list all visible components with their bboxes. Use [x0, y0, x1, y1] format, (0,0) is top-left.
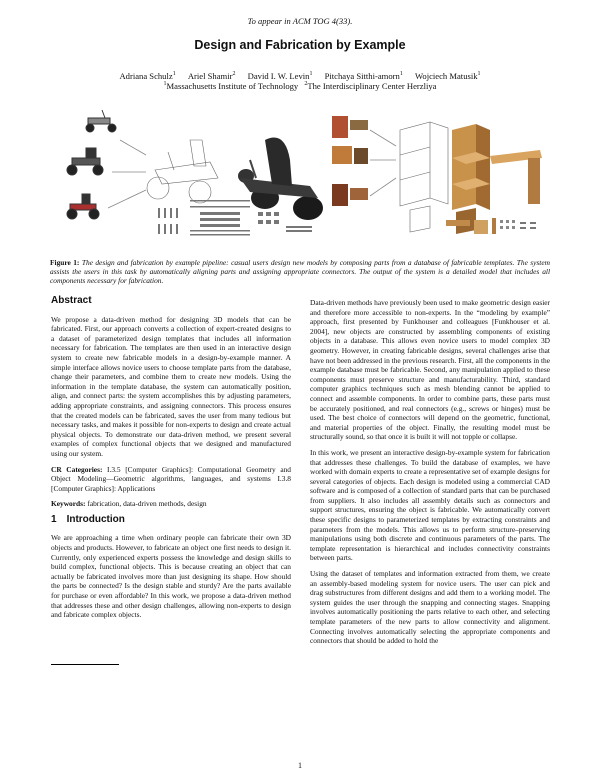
furniture-thumbnail [332, 116, 368, 206]
kart-thumbnail [67, 194, 99, 219]
author: Adriana Schulz$^1$ [119, 70, 176, 81]
parts-layout [158, 200, 312, 236]
author: Pitchaya Sitthi-amorn$^1$ [324, 70, 403, 81]
arrow-icon [108, 140, 146, 208]
left-column [51, 292, 291, 626]
body-paragraph: In this work, we present an interactive design-by-example system for fabrication that addresses these challenges. To build the database of examples, we have worked with domain experts to create a representative set of example designs for several categories of objects. Each design is modeled using a commercial CAD software and is composed of a collection of standard parts that can be purchased from suppliers. It also includes all assembly details such as connectors and support structures, ensuring the object is fabricable. We automatically convert these specific designs to parameterized templates by extracting constraints and parameters from the models. This allows us to perform structure–preserving manipulations using both discrete and continuous parameters of the parts. The template representation is hierarchical and includes connectivity constraints between parts. [310, 447, 550, 563]
author: Wojciech Matusik$^1$ [414, 70, 481, 81]
author: David I. W. Levin$^1$ [247, 70, 313, 81]
author: Ariel Shamir$^2$ [187, 70, 236, 81]
header-note: To appear in ACM TOG 4(33). [247, 16, 353, 26]
body-paragraph: Data-driven methods have previously been used to make geometric design easier and therefore more accessible to non-experts. In the “modeling by example” approach, first presented by Funkhouser and colleagues [Funkhouser et al. 2004], new objects are constructed by assembling components of existing objects in a database. This allows even novice users to model complex 3D geometry. However, in creating fabricable designs, several challenges arise that have not been addressed in the previous research. First, all the components in the example database must be fabricable. Second, any manipulation applied to these components must preserve structure and manufacturability. Third, standard computer graphics techniques such as mesh blending cannot be applied to connect and assemble components. In order to combine parts, these parts must be accurately positioned, and real connectors (e.g., screws or hinges) must be used. The best choice of connectors will depend on the geometric, functional, and material properties of the object. Finally, the resulting model must be structurally sound, so that once it is built it will not topple or collapse. [310, 298, 550, 442]
kart-thumbnail [67, 148, 103, 175]
teaser-figure [50, 100, 550, 245]
intro-text: We are approaching a time when ordinary people can fabricate their own 3D objects and products. However, to fabricate an object one first needs to design it. Currently, only experienced experts possess the knowledge and design skills to build complex, functional objects. This is because creating an object that can actually be fabricated involves more than just designing its shape. How should the parts be connected? Is the design stable and sturdy? Are the parts available for purchase or even affordable? In this work, we propose a data-driven method that addresses these and other design challenges, allowing non-experts to design and fabricate complex objects. [51, 533, 291, 620]
footnote-rule [51, 664, 119, 665]
arrow-icon [370, 130, 396, 196]
furniture-wireframe [400, 122, 448, 232]
body-paragraph: Using the dataset of templates and information extracted from them, we create an assembly-based modeling system for novice users. The user can pick and drag substructures from different designs and add them to a working model. The system guides the user through the snapping and connecting stages. Snapping involves automatically positioning the parts relative to each other, and selecting template parameters of the new parts to allow connectivity and alignment. Connecting involves automatically selecting the appropriate components and connectors that should be added to hold the [310, 569, 550, 646]
kart-render [238, 138, 323, 221]
abstract-heading: Abstract [51, 295, 92, 306]
page-number: 1 [298, 761, 302, 770]
kart-thumbnail [86, 110, 116, 132]
furniture-render [452, 124, 542, 234]
teaser-figure-graphic [50, 100, 550, 245]
author-list [0, 69, 600, 82]
kart-wireframe [147, 140, 218, 203]
abstract-text: We propose a data-driven method for designing 3D models that can be fabricated. First, our approach converts a collection of expert-created designs to a dataset of parameterized design templates that includes all information necessary for fabrication. The templates are then used in an interactive design system to create new fabricable models in a design-by-example manner. A simple interface allows novice users to choose template parts from the database, change their parameters, and combine them to create new models. Using the information in the template database, the system can automatically position, align, and connect parts: the system accomplishes this by adjusting parameters, adding appropriate constraints, and assigning connectors. This process ensures that the created models can be fabricated, saves the user from many tedious but necessary tasks, and makes it possible for non-experts to design and create actual physical objects. To demonstrate our data-driven method, we present several examples of complex functional objects that we designed and manufactured using our system. [51, 314, 291, 458]
right-column [310, 298, 550, 652]
figure-caption-label: Figure 1: [50, 258, 80, 267]
cr-categories: CR Categories: I.3.5 [Computer Graphics]: Computational Geometry and Object Modeling—Geometric algorithms, languages, and systems I.3.8 [Computer Graphics]: Applications [51, 464, 291, 493]
paper-title: Design and Fabrication by Example [194, 38, 406, 52]
keywords: Keywords: fabrication, data-driven methods, design [51, 499, 207, 509]
affiliations: $^1$Massachusetts Institute of Technology $^2$The Interdisciplinary Center Herzliya [163, 81, 437, 91]
figure-caption-text: The design and fabrication by example pipeline: casual users design new models by composing parts from a database of fabricable templates. The system assists the users in this task by automatically aligning parts and assigning appropriate connectors. The output of the system is a detailed model that includes all components necessary for fabrication. [50, 258, 550, 285]
section-heading-introduction: 1 Introduction [51, 513, 125, 525]
figure-caption [50, 258, 550, 285]
